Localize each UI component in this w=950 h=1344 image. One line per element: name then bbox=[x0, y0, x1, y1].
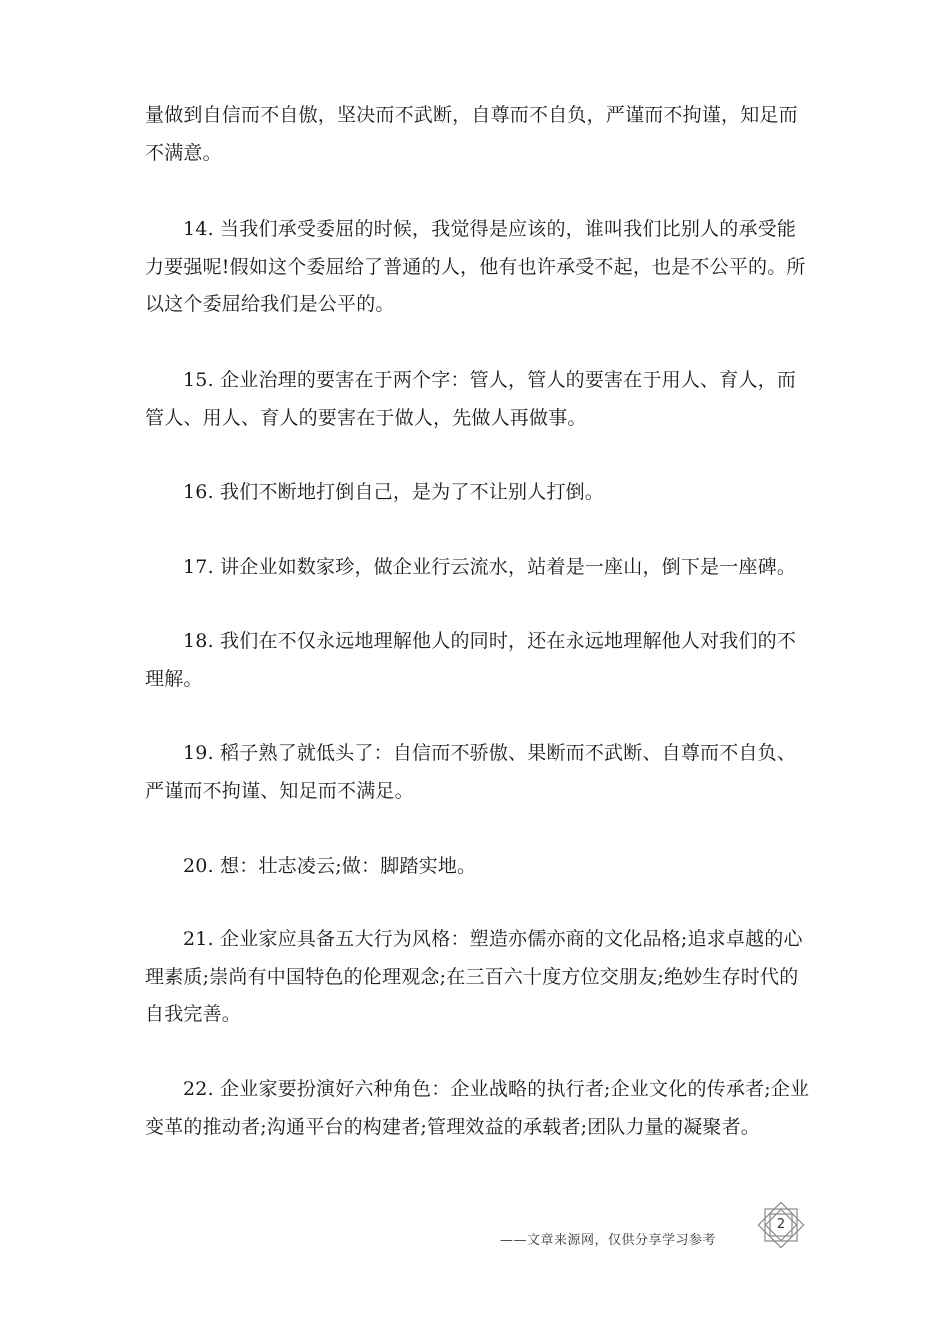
paragraph-14: 14. 当我们承受委屈的时候，我觉得是应该的，谁叫我们比别人的承受能力要强呢!假如这个委屈给了普通的人，他有也许承受不起，也是不公平的。所以这个委屈给我们是公平的。 bbox=[145, 218, 806, 315]
paragraph-16: 16. 我们不断地打倒自己，是为了不让别人打倒。 bbox=[183, 481, 605, 503]
paragraph-18: 18. 我们在不仅永远地理解他人的同时，还在永远地理解他人对我们的不理解。 bbox=[145, 630, 797, 690]
paragraph-15: 15. 企业治理的要害在于两个字：管人，管人的要害在于用人、育人，而管人、用人、育人的要害在于做人，先做人再做事。 bbox=[145, 369, 797, 429]
paragraph-21: 21. 企业家应具备五大行为风格：塑造亦儒亦商的文化品格;追求卓越的心理素质;崇尚有中国特色的伦理观念;在三百六十度方位交朋友;绝妙生存时代的自我完善。 bbox=[145, 928, 803, 1025]
paragraph-22: 22. 企业家要扮演好六种角色：企业战略的执行者;企业文化的传承者;企业变革的推动者;沟通平台的构建者;管理效益的承载者;团队力量的凝聚者。 bbox=[145, 1078, 810, 1138]
page-number: 2 bbox=[776, 1217, 786, 1232]
paragraph-continuation: 量做到自信而不自傲，坚决而不武断，自尊而不自负，严谨而不拘谨，知足而不满意。 bbox=[145, 104, 798, 164]
paragraph-20: 20. 想：壮志凌云;做：脚踏实地。 bbox=[183, 855, 477, 877]
paragraph-17: 17. 讲企业如数家珍，做企业行云流水，站着是一座山，倒下是一座碑。 bbox=[183, 556, 797, 578]
paragraph-19: 19. 稻子熟了就低头了：自信而不骄傲、果断而不武断、自尊而不自负、严谨而不拘谨、知足而不满足。 bbox=[145, 742, 797, 802]
footer-source-note: ——文章来源网，仅供分享学习参考 bbox=[500, 1233, 717, 1248]
